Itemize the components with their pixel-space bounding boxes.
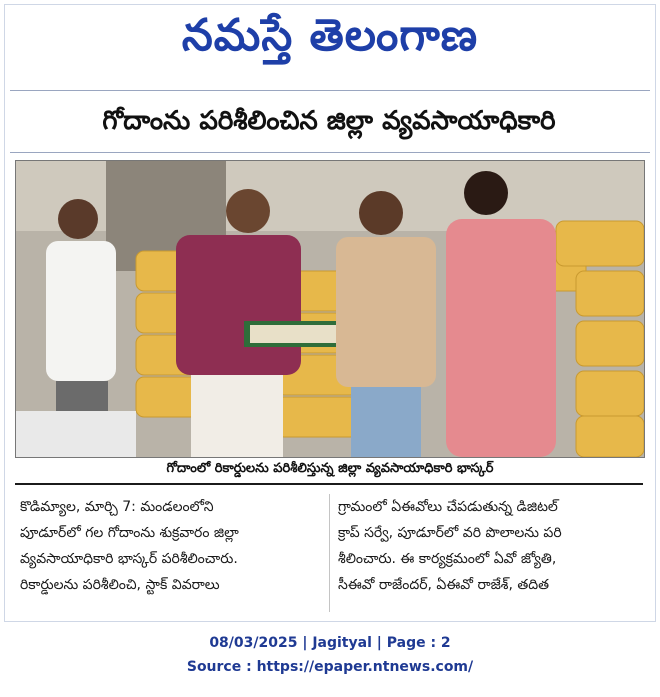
article-column-right <box>338 494 643 598</box>
body-line: పూడూర్‌లో గల గోదాంను శుక్రవారం జిల్లా <box>20 525 239 541</box>
article-column-left <box>20 494 325 598</box>
body-line: వ్యవసాయాధికారి భాస్కర్ పరిశీలించారు. <box>20 551 238 567</box>
caption-rule <box>15 483 643 485</box>
body-line: కొడిమ్యాల, మార్చి 7: మండలంలోని <box>20 499 214 515</box>
body-line: శీలించారు. ఈ కార్యక్రమంలో ఏవో జ్యోతి, <box>338 551 557 567</box>
newspaper-masthead: నమస్తే తెలంగాణ <box>181 10 479 61</box>
column-divider <box>329 494 330 612</box>
photo-caption: గోదాంలో రికార్డులను పరిశీలిస్తున్న జిల్లా వ్యవసాయాధికారి భాస్కర్ <box>166 461 494 476</box>
body-line: సీఈవో రాజేందర్, ఏఈవో రాజేశ్, తదిత <box>338 577 550 593</box>
headline-rule <box>10 152 650 153</box>
body-line: క్రాప్ సర్వే, పూడూర్‌లో వరి పొలాలను పరి <box>338 525 562 541</box>
article-headline: గోదాంను పరిశీలించిన జిల్లా వ్యవసాయాధికారి <box>102 106 556 136</box>
body-line: రికార్డులను పరిశీలించి, స్టాక్ వివరాలు <box>20 577 220 593</box>
masthead-rule <box>10 90 650 91</box>
body-line: గ్రామంలో ఏఈవోలు చేపడుతున్న డిజిటల్ <box>338 499 558 515</box>
source-credit: Source : https://epaper.ntnews.com/ <box>186 659 474 675</box>
edition-info: 08/03/2025 | Jagityal | Page : 2 <box>209 635 451 651</box>
news-photo <box>15 160 645 458</box>
